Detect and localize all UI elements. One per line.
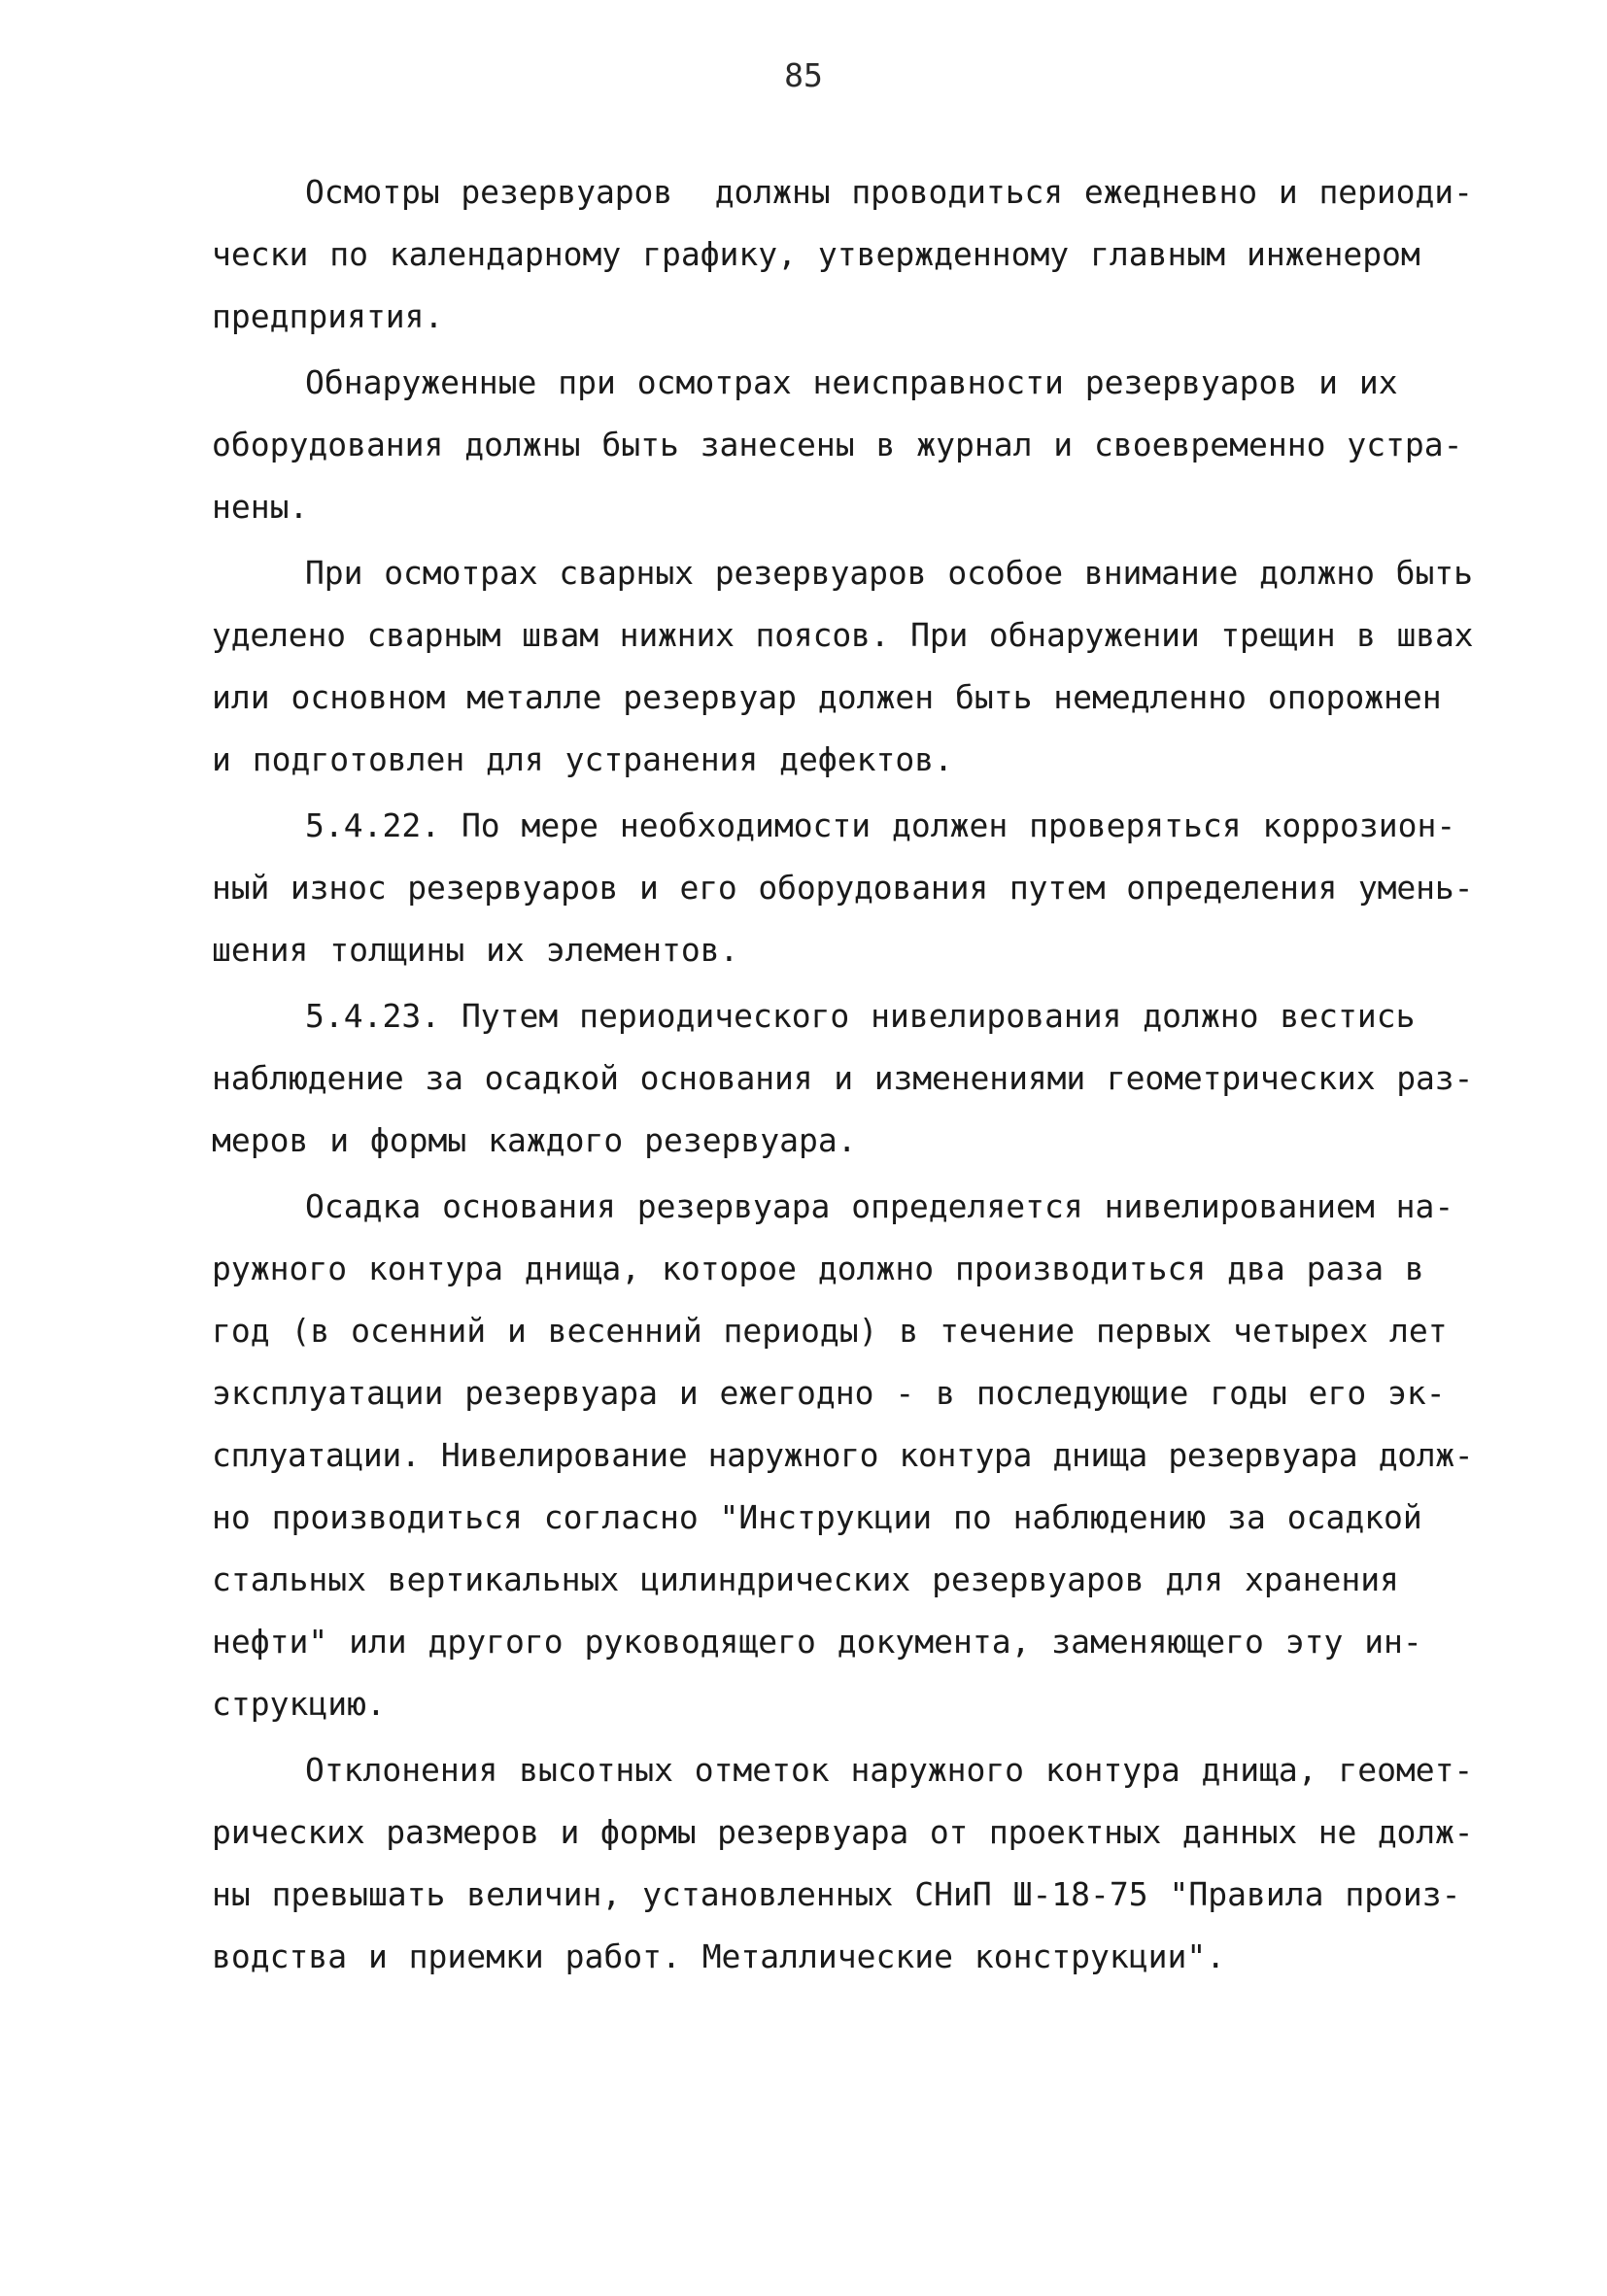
body-text — [212, 161, 1473, 1992]
text-line: сплуатации. Нивелирование наружного контура днища резервуара долж- — [212, 1436, 1474, 1474]
text-line: предприятия. — [212, 297, 444, 335]
text-line: уделено сварным швам нижних поясов. При обнаружении трещин в швах — [212, 616, 1474, 654]
text-line: нены. — [212, 488, 309, 526]
text-line: год (в осенний и весенний периоды) в течение первых четырех лет — [212, 1312, 1448, 1350]
text-line: и подготовлен для устранения дефектов. — [212, 740, 953, 778]
text-line: При осмотрах сварных резервуаров особое внимание должно быть — [305, 554, 1473, 592]
text-line: водства и приемки работ. Металлические конструкции". — [212, 1937, 1226, 1975]
text-line: ный износ резервуаров и его оборудования путем определения умень- — [212, 869, 1474, 907]
text-line: нефти" или другого руководящего документа, заменяющего эту ин- — [212, 1623, 1422, 1661]
text-line: наблюдение за осадкой основания и изменениями геометрических раз- — [212, 1059, 1474, 1097]
text-line: 5.4.23. Путем периодического нивелирования должно вестись — [305, 997, 1416, 1035]
text-line: 5.4.22. По мере необходимости должен проверяться коррозион- — [305, 806, 1456, 844]
paragraph-base-settlement — [212, 1176, 1473, 1735]
text-line: ружного контура днища, которое должно производиться два раза в — [212, 1250, 1424, 1287]
text-line: Отклонения высотных отметок наружного контура днища, геомет- — [305, 1751, 1474, 1789]
paragraph-5-4-23 — [212, 985, 1473, 1172]
text-line: ны превышать величин, установленных СНиП Ш-18-75 "Правила произ- — [212, 1875, 1461, 1913]
paragraph-tank-inspections — [212, 161, 1473, 348]
text-line: чески по календарному графику, утвержденному главным инженером — [212, 235, 1420, 273]
paragraph-welded-tanks — [212, 542, 1473, 791]
text-line: Осадка основания резервуара определяется нивелированием на- — [305, 1187, 1454, 1225]
text-line: но производиться согласно "Инструкции по наблюдению за осадкой — [212, 1498, 1422, 1536]
paragraph-deviations — [212, 1739, 1473, 1988]
text-line: эксплуатации резервуара и ежегодно - в последующие годы его эк- — [212, 1374, 1446, 1412]
text-line: рических размеров и формы резервуара от проектных данных не долж- — [212, 1813, 1474, 1851]
text-line: шения толщины их элементов. — [212, 931, 739, 969]
text-line: струкцию. — [212, 1685, 386, 1723]
text-line: меров и формы каждого резервуара. — [212, 1121, 857, 1159]
text-line: Обнаруженные при осмотрах неисправности резервуаров и их — [305, 363, 1398, 401]
paragraph-5-4-22 — [212, 795, 1473, 981]
text-line: оборудования должны быть занесены в журнал и своевременно устра- — [212, 426, 1463, 463]
text-line: или основном металле резервуар должен быть немедленно опорожнен — [212, 678, 1442, 716]
page-number: 85 — [784, 56, 823, 94]
paragraph-detected-faults — [212, 352, 1473, 538]
text-line: Осмотры резервуаров должны проводиться ежедневно и периоди- — [305, 173, 1473, 211]
text-line: стальных вертикальных цилиндрических резервуаров для хранения — [212, 1560, 1399, 1598]
